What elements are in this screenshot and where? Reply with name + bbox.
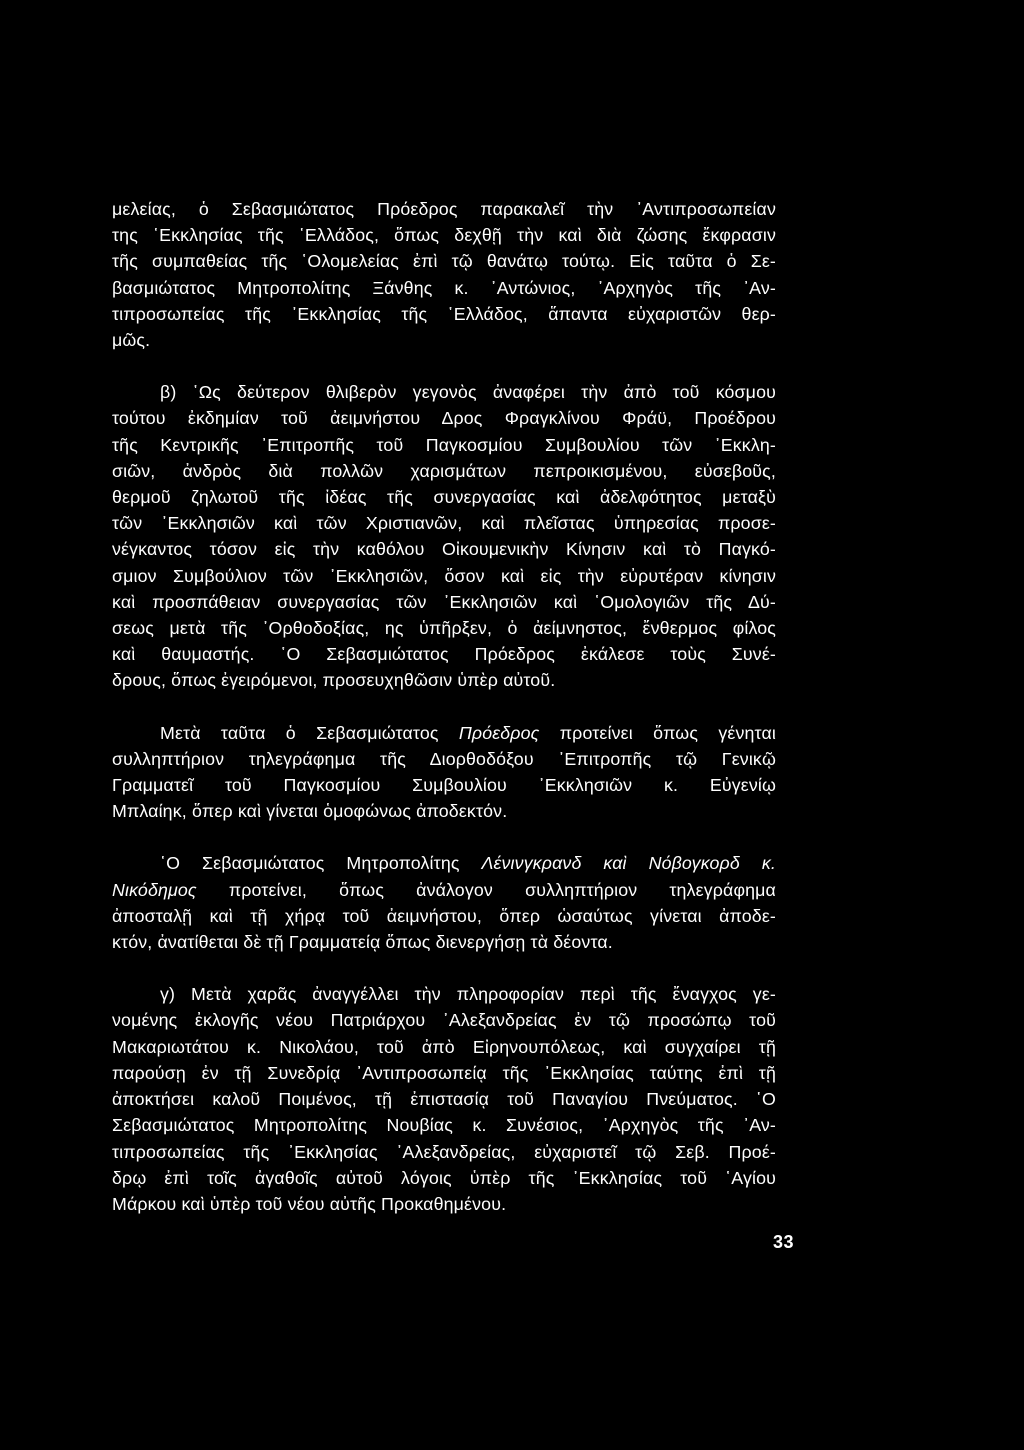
italic-name: Νικόδημος [112, 879, 197, 900]
text-line: καὶ προσπάθειαν συνεργασίας τῶν ᾿Εκκλησιῶν καὶ ῾Ομολογιῶν τῆς Δύ- [112, 591, 776, 612]
text-line: βασμιώτατος Μητροπολίτης Ξάνθης κ. ᾿Αντώνιος, ᾿Αρχηγὸς τῆς ᾿Αν- [112, 277, 776, 298]
text-line [112, 850, 776, 876]
text-line: τούτου ἐκδημίαν τοῦ ἀειμνήστου Δρος Φραγκλίνου Φράϋ, Προέδρου [112, 408, 776, 429]
text-line: Σεβασμιώτατος Μητροπολίτης Νουβίας κ. Συνέσιος, ᾿Αρχηγὸς τῆς ᾿Αν- [112, 1115, 776, 1136]
text-line: κτόν, ἀνατίθεται δὲ τῇ Γραμματείᾳ ὅπως διενεργήσῃ τὰ δέοντα. [112, 932, 613, 953]
text-line: νομένης ἐκλογῆς νέου Πατριάρχου ᾿Αλεξανδρείας ἐν τῷ προσώπῳ τοῦ [112, 1010, 776, 1031]
italic-name: Λένινγκρανδ καὶ Νόβογκορδ κ. [481, 853, 777, 874]
text-line: Μάρκου καὶ ὑπὲρ τοῦ νέου αὐτῆς Προκαθημένου. [112, 1193, 507, 1214]
text-line: συλληπτήριον τηλεγράφημα τῆς Διορθοδόξου ᾿Επιτροπῆς τῷ Γενικῷ [112, 748, 776, 769]
paragraph-3 [112, 720, 776, 825]
document-page [112, 196, 776, 1217]
text-line: νέγκαντος τόσον εἰς τὴν καθόλου Οἰκουμενικὴν Κίνησιν καὶ τὸ Παγκό- [112, 539, 776, 560]
text-line [112, 877, 776, 903]
text-run: προτείνει ὅπως γένηται [539, 722, 776, 743]
paragraph-1 [112, 196, 776, 353]
text-run: ῾Ο Σεβασμιώτατος Μητροπολίτης [160, 853, 482, 874]
text-line: θερμοῦ ζηλωτοῦ τῆς ἰδέας τῆς συνεργασίας καὶ ἀδελφότητος μεταξὺ [112, 487, 776, 508]
paragraph-4 [112, 850, 776, 955]
italic-name: Πρόεδρος [458, 722, 540, 743]
text-run: προτείνει, ὅπως ἀνάλογον συλληπτήριον τηλεγράφημα [196, 879, 776, 900]
text-line: μῶς. [112, 330, 151, 351]
text-line: τιπροσωπείας τῆς ᾿Εκκλησίας ᾿Αλεξανδρείας, εὐχαριστεῖ τῷ Σεβ. Προέ- [112, 1141, 776, 1162]
text-line: σμιον Συμβούλιον τῶν ᾿Εκκλησιῶν, ὅσον καὶ εἰς τὴν εὐρυτέραν κίνησιν [112, 565, 776, 586]
text-run: Μετὰ ταῦτα ὁ Σεβασμιώτατος [160, 722, 459, 743]
text-line: δρῳ ἐπὶ τοῖς ἀγαθοῖς αὐτοῦ λόγοις ὑπὲρ τῆς ᾿Εκκλησίας τοῦ ῾Αγίου [112, 1167, 776, 1188]
page-number: 33 [772, 1232, 794, 1252]
text-line: Γραμματεῖ τοῦ Παγκοσμίου Συμβουλίου ᾿Εκκλησιῶν κ. Εὐγενίῳ [112, 775, 776, 796]
text-line: της ῾Εκκλησίας τῆς ῾Ελλάδος, ὅπως δεχθῇ τὴν καὶ διὰ ζώσης ἔκφρασιν [112, 225, 776, 246]
paragraph-2 [112, 379, 776, 693]
text-line: τῶν ᾿Εκκλησιῶν καὶ τῶν Χριστιανῶν, καὶ πλεῖστας ὑπηρεσίας προσε- [112, 513, 776, 534]
text-line: τῆς Κεντρικῆς ᾿Επιτροπῆς τοῦ Παγκοσμίου Συμβουλίου τῶν ᾿Εκκλη- [112, 434, 776, 455]
text-line: σιῶν, ἀνδρὸς διὰ πολλῶν χαρισμάτων πεπροικισμένου, εὐσεβοῦς, [112, 460, 776, 481]
paragraph-5 [112, 981, 776, 1217]
text-line [112, 720, 776, 746]
text-line: μελείας, ὁ Σεβασμιώτατος Πρόεδρος παρακαλεῖ τὴν ᾿Αντιπροσωπείαν [112, 199, 776, 219]
text-line: Μακαριωτάτου κ. Νικολάου, τοῦ ἀπὸ Εἰρηνουπόλεως, καὶ συγχαίρει τῇ [112, 1036, 776, 1057]
text-line: καὶ θαυμαστής. ῾Ο Σεβασμιώτατος Πρόεδρος ἐκάλεσε τοὺς Συνέ- [112, 644, 776, 665]
text-line: τιπροσωπείας τῆς ᾿Εκκλησίας τῆς ῾Ελλάδος, ἅπαντα εὐχαριστῶν θερ- [112, 303, 776, 324]
text-line: ἀποσταλῇ καὶ τῇ χήρᾳ τοῦ ἀειμνήστου, ὅπερ ὡσαύτως γίνεται ἀποδε- [112, 905, 776, 926]
text-line: β) ῾Ως δεύτερον θλιβερὸν γεγονὸς ἀναφέρει τὴν ἀπὸ τοῦ κόσμου [160, 382, 776, 403]
text-line: σεως μετὰ τῆς ᾿Ορθοδοξίας, ης ὑπῆρξεν, ὁ ἀείμνηστος, ἔνθερμος φίλος [112, 618, 776, 639]
text-line: ἀποκτήσει καλοῦ Ποιμένος, τῇ ἐπιστασίᾳ τοῦ Παναγίου Πνεύματος. ῾Ο [112, 1089, 776, 1110]
text-line: παρούσῃ ἐν τῇ Συνεδρίᾳ ᾿Αντιπροσωπείᾳ τῆς ᾿Εκκλησίας ταύτης ἐπὶ τῇ [112, 1062, 776, 1083]
text-line: τῆς συμπαθείας τῆς ῾Ολομελείας ἐπὶ τῷ θανάτῳ τούτῳ. Εἰς ταῦτα ὁ Σε- [112, 251, 776, 272]
text-line: γ) Μετὰ χαρᾶς ἀναγγέλλει τὴν πληροφορίαν περὶ τῆς ἔναγχος γε- [160, 984, 776, 1005]
text-line: δρους, ὅπως ἐγειρόμενοι, προσευχηθῶσιν ὑπὲρ αὐτοῦ. [112, 670, 556, 691]
text-line: Μπλαίηκ, ὅπερ καὶ γίνεται ὁμοφώνως ἀποδεκτόν. [112, 801, 508, 822]
